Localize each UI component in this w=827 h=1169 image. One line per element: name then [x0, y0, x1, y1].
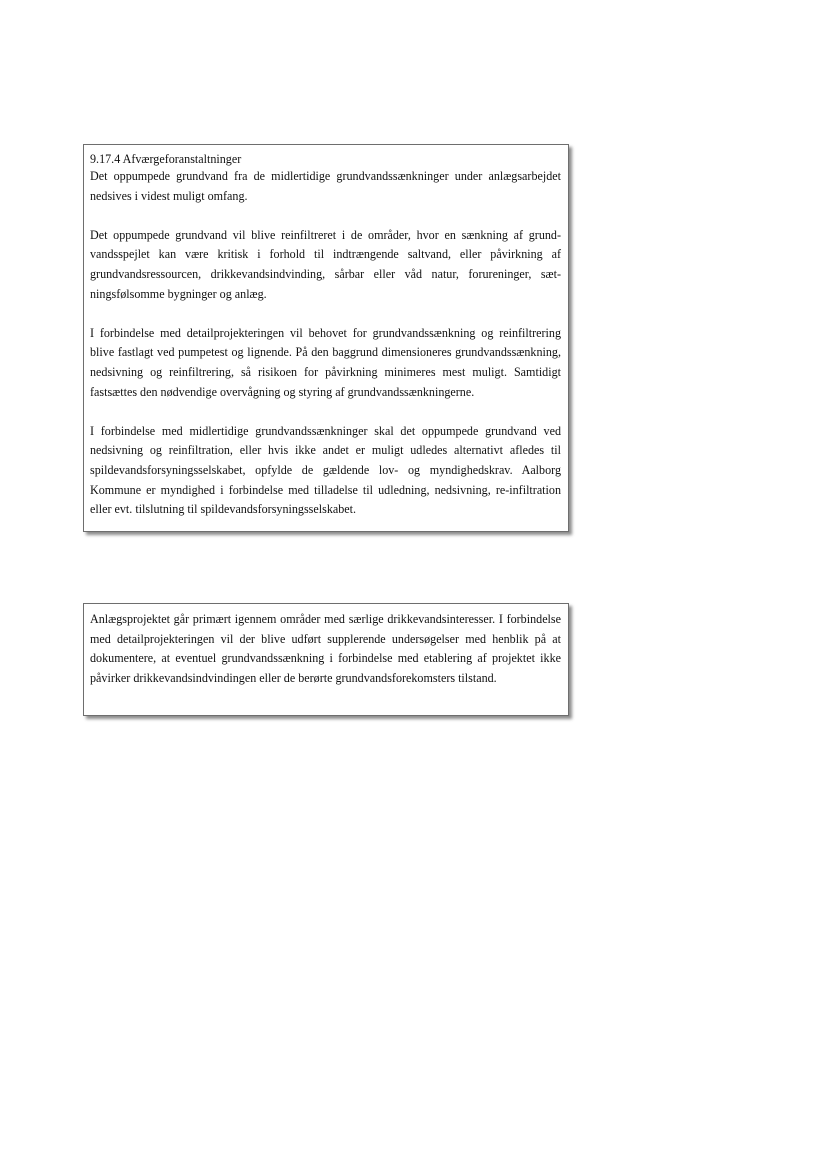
- section-heading: 9.17.4 Afværgeforanstaltninger: [90, 152, 242, 166]
- drinking-water-interests-box: [83, 603, 569, 716]
- paragraph: Det oppumpede grundvand vil blive reinfiltreret i de områder, hvor en sænkning af grundvandsspejlet kan være kritisk i forhold til indtrængende saltvand, eller påvirkning af grundvandsressourcen, drikkevandsindvinding, sårbar eller våd natur, forureninger, sætningsfølsomme bygninger og anlæg.: [90, 227, 561, 301]
- paragraph: I forbindelse med detailprojekteringen vil behovet for grundvandssænkning og reinfiltrering blive fastlagt ved pumpetest og lignende. På den baggrund dimensioneres grundvandssænkning, nedsivning og reinfiltrering, så risikoen for påvirkning minimeres mest muligt. Samtidigt fastsættes den nødvendige overvågning og styring af grundvandssænkningerne.: [90, 325, 561, 399]
- mitigation-measures-box: [83, 144, 569, 532]
- paragraph: Anlægsprojektet går primært igennem områder med særlige drikkevandsinteresser. I forbindelse med detailprojekteringen vil der blive udført supplerende undersøgelser med henblik på at dokumentere, at eventuel grundvandssænkning i forbindelse med etablering af projektet ikke påvirker drikkevandsindvindingen eller de berørte grundvandsforekomsters tilstand.: [90, 612, 561, 685]
- paragraph: I forbindelse med midlertidige grundvandssænkninger skal det oppumpede grundvand ved nedsivning og reinfiltration, eller hvis ikke andet er muligt udledes alternativt afledes til spildevandsforsyningsselskabet, opfylde de gældende lov- og myndighedskrav. Aalborg Kommune er myndighed i forbindelse med tilladelse til udledning, nedsivning, re-infiltration eller evt. tilslutning til spildevandsforsyningsselskabet.: [90, 423, 561, 517]
- paragraph: Det oppumpede grundvand fra de midlertidige grundvandssænkninger under anlægsarbejdet nedsives i videst muligt omfang.: [90, 169, 561, 203]
